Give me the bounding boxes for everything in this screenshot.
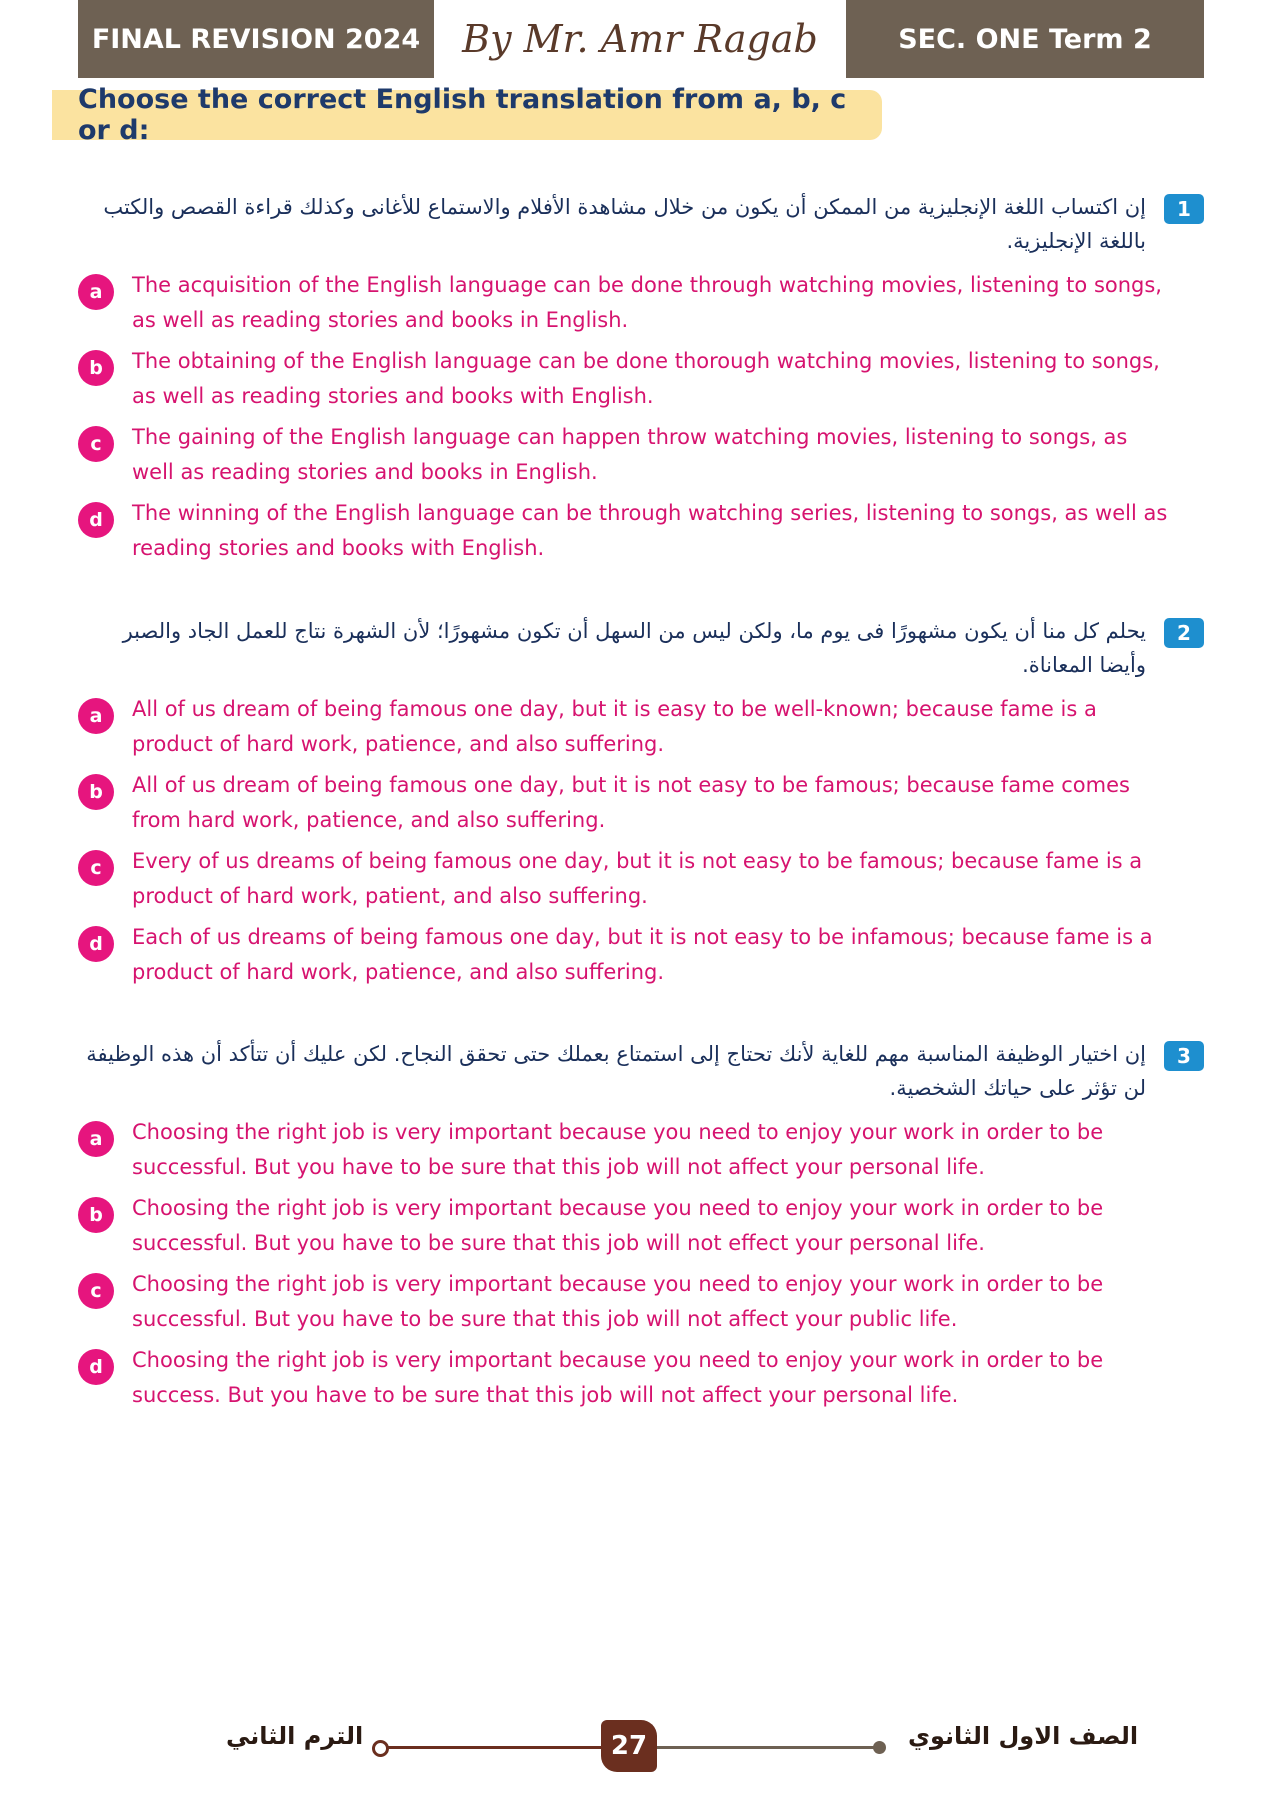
- option-letter-badge: b: [78, 1197, 114, 1233]
- page-footer: [0, 1710, 1273, 1780]
- option-letter-badge: a: [78, 698, 114, 734]
- option-c[interactable]: [78, 420, 1204, 489]
- option-c[interactable]: [78, 1267, 1204, 1336]
- header-title-right: SEC. ONE Term 2: [846, 0, 1204, 78]
- options-list: [78, 268, 1204, 565]
- question-1: [78, 190, 1204, 572]
- header-title-left: FINAL REVISION 2024: [78, 0, 434, 78]
- option-text: Choosing the right job is very important because you need to enjoy your work in order to be success. But you have to be sure that this job will not affect your personal life.: [132, 1348, 1104, 1407]
- option-text: Every of us dreams of being famous one day, but it is not easy to be famous; because fame is a product of hard work, patient, and also suffering.: [132, 849, 1143, 908]
- options-list: [78, 692, 1204, 989]
- question-number-badge: 2: [1164, 618, 1204, 648]
- option-letter-badge: d: [78, 926, 114, 962]
- option-letter-badge: a: [78, 274, 114, 310]
- option-letter-badge: a: [78, 1121, 114, 1157]
- question-number-badge: 3: [1164, 1041, 1204, 1071]
- option-letter-badge: d: [78, 1349, 114, 1385]
- page-number: 27: [601, 1720, 657, 1772]
- options-list: [78, 1115, 1204, 1412]
- option-d[interactable]: [78, 920, 1204, 989]
- footer-line-end-dot: [873, 1741, 886, 1754]
- option-b[interactable]: [78, 1191, 1204, 1260]
- header-author: By Mr. Amr Ragab: [462, 17, 818, 61]
- option-letter-badge: d: [78, 502, 114, 538]
- option-a[interactable]: [78, 1115, 1204, 1184]
- option-text: All of us dream of being famous one day, but it is easy to be well-known; because fame is a product of hard work, patience, and also suffering.: [132, 697, 1097, 756]
- option-text: The obtaining of the English language can be done thorough watching movies, listening to songs, as well as reading stories and books with English.: [132, 349, 1160, 408]
- question-arabic-text: يحلم كل منا أن يكون مشهورًا فى يوم ما، ولكن ليس من السهل أن تكون مشهورًا؛ لأن الشهرة نتاج للعمل الجاد والصبر وأيضا المعاناة.: [122, 619, 1146, 677]
- option-b[interactable]: [78, 768, 1204, 837]
- footer-grade-label: الصف الاول الثانوي: [908, 1722, 1139, 1750]
- option-text: The acquisition of the English language can be done through watching movies, listening to songs, as well as reading stories and books in English.: [132, 273, 1162, 332]
- option-text: The gaining of the English language can happen throw watching movies, listening to songs, as well as reading stories and books in English.: [132, 425, 1128, 484]
- option-letter-badge: c: [78, 850, 114, 886]
- option-d[interactable]: [78, 1343, 1204, 1412]
- question-number-badge: 1: [1164, 194, 1204, 224]
- option-letter-badge: b: [78, 350, 114, 386]
- question-arabic-text: إن اختيار الوظيفة المناسبة مهم للغاية لأنك تحتاج إلى استمتاع بعملك حتى تحقق النجاح. لكن عليك أن تتأكد أن هذه الوظيفة لن تؤثر على حياتك الشخصية.: [86, 1042, 1146, 1100]
- option-text: Choosing the right job is very important because you need to enjoy your work in order to be successful. But you have to be sure that this job will not effect your personal life.: [132, 1196, 1104, 1255]
- instruction-banner: Choose the correct English translation from a, b, c or d:: [52, 90, 882, 140]
- option-letter-badge: c: [78, 1273, 114, 1309]
- option-b[interactable]: [78, 344, 1204, 413]
- option-text: Choosing the right job is very important because you need to enjoy your work in order to be successful. But you have to be sure that this job will not affect your personal life.: [132, 1120, 1104, 1179]
- question-3: [78, 1037, 1204, 1419]
- footer-divider: [657, 1746, 875, 1749]
- question-arabic-text: إن اكتساب اللغة الإنجليزية من الممكن أن يكون من خلال مشاهدة الأفلام والاستماع للأغانى وكذلك قراءة القصص والكتب باللغة الإنجليزية.: [103, 195, 1146, 253]
- option-text: All of us dream of being famous one day, but it is not easy to be famous; because fame comes from hard work, patience, and also suffering.: [132, 773, 1130, 832]
- option-c[interactable]: [78, 844, 1204, 913]
- option-text: Each of us dreams of being famous one day, but it is not easy to be infamous; because fame is a product of hard work, patience, and also suffering.: [132, 925, 1153, 984]
- footer-divider: [386, 1746, 602, 1749]
- option-a[interactable]: [78, 692, 1204, 761]
- option-letter-badge: b: [78, 774, 114, 810]
- question-2: [78, 614, 1204, 996]
- option-letter-badge: c: [78, 426, 114, 462]
- option-a[interactable]: [78, 268, 1204, 337]
- option-d[interactable]: [78, 496, 1204, 565]
- option-text: Choosing the right job is very important because you need to enjoy your work in order to be successful. But you have to be sure that this job will not affect your public life.: [132, 1272, 1104, 1331]
- option-text: The winning of the English language can be through watching series, listening to songs, as well as reading stories and books with English.: [132, 501, 1168, 560]
- footer-term-label: الترم الثاني: [226, 1722, 364, 1750]
